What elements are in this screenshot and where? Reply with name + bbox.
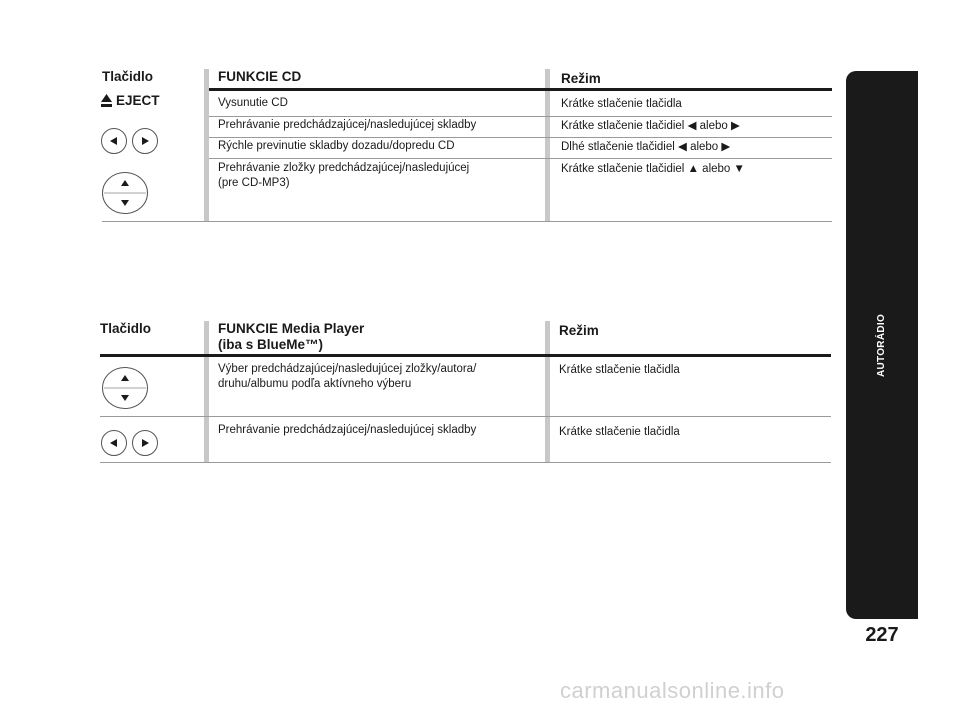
up-down-buttons-icon	[101, 171, 149, 215]
table2-function-prev-next-track: Prehrávanie predchádzajúcej/nasledujúcej skladby	[218, 424, 477, 436]
table1-mode-prev-next-track: Krátke stlačenie tlačidiel ◀ alebo ▶	[561, 120, 740, 132]
table2-divider-left	[204, 321, 209, 462]
table2-mode-prev-next-track: Krátke stlačenie tlačidla	[559, 426, 680, 438]
table2-bottom-rule	[100, 462, 831, 463]
function-line-2: (pre CD-MP3)	[218, 177, 290, 189]
watermark: carmanualsonline.info	[560, 678, 785, 703]
eject-label: EJECT	[116, 93, 160, 108]
eject-icon	[101, 94, 112, 107]
table1-function-prev-next-track: Prehrávanie predchádzajúcej/nasledujúcej skladby	[218, 119, 477, 131]
table1-row-rule	[209, 137, 832, 138]
table1-row-rule	[209, 158, 832, 159]
up-down-buttons-icon	[101, 366, 149, 410]
arrow-left-icon: ◀	[687, 120, 697, 132]
left-right-buttons-icon	[100, 429, 160, 457]
table2-function-select-folder	[218, 362, 476, 392]
table1-mode-fast-rewind: Dlhé stlačenie tlačidiel ◀ alebo ▶	[561, 141, 731, 153]
left-right-buttons-icon	[100, 127, 160, 155]
arrow-right-icon: ▶	[721, 141, 731, 153]
table1-col-button-header: Tlačidlo	[102, 69, 154, 84]
header-line-2: (iba s BlueMe™)	[218, 337, 324, 352]
table1-mode-prev-next-folder: Krátke stlačenie tlačidiel ▲ alebo ▼	[561, 163, 745, 175]
header-line-1: FUNKCIE Media Player	[218, 321, 365, 336]
page-number: 227	[865, 624, 899, 646]
chapter-side-tab	[846, 71, 918, 619]
table1-col-mode-header: Režim	[561, 71, 601, 86]
table1-mode-eject: Krátke stlačenie tlačidla	[561, 98, 682, 110]
chapter-label: AUTORÁDIO	[876, 313, 888, 377]
table1-divider-left	[204, 69, 209, 222]
table2-header-rule	[100, 354, 831, 357]
table1-header-rule	[209, 88, 832, 91]
table2-col-mode-header: Režim	[559, 323, 599, 338]
table2-mode-select-folder: Krátke stlačenie tlačidla	[559, 364, 680, 376]
table1-col-functions-header: FUNKCIE CD	[218, 69, 302, 84]
table1-row-rule	[209, 116, 832, 117]
table1-function-fast-rewind: Rýchle previnutie skladby dozadu/dopredu CD	[218, 140, 455, 152]
function-line-1: Prehrávanie zložky predchádzajúcej/nasledujúcej	[218, 162, 470, 174]
eject-button	[101, 93, 160, 108]
arrow-down-icon: ▼	[733, 163, 745, 175]
table1-function-prev-next-folder	[218, 161, 469, 191]
table1-divider-right	[545, 69, 550, 222]
function-line-1: Výber predchádzajúcej/nasledujúcej zložky/autora/	[218, 363, 477, 375]
table2-col-functions-header	[218, 321, 364, 353]
arrow-up-icon: ▲	[687, 163, 699, 175]
table1-function-eject: Vysunutie CD	[218, 97, 288, 109]
function-line-2: druhu/albumu podľa aktívneho výberu	[218, 378, 412, 390]
arrow-left-icon: ◀	[678, 141, 687, 153]
arrow-right-icon: ▶	[730, 120, 740, 132]
table2-row-rule	[100, 416, 831, 417]
table2-divider-right	[545, 321, 550, 462]
table2-col-button-header: Tlačidlo	[100, 321, 152, 336]
table1-bottom-rule	[102, 221, 832, 222]
